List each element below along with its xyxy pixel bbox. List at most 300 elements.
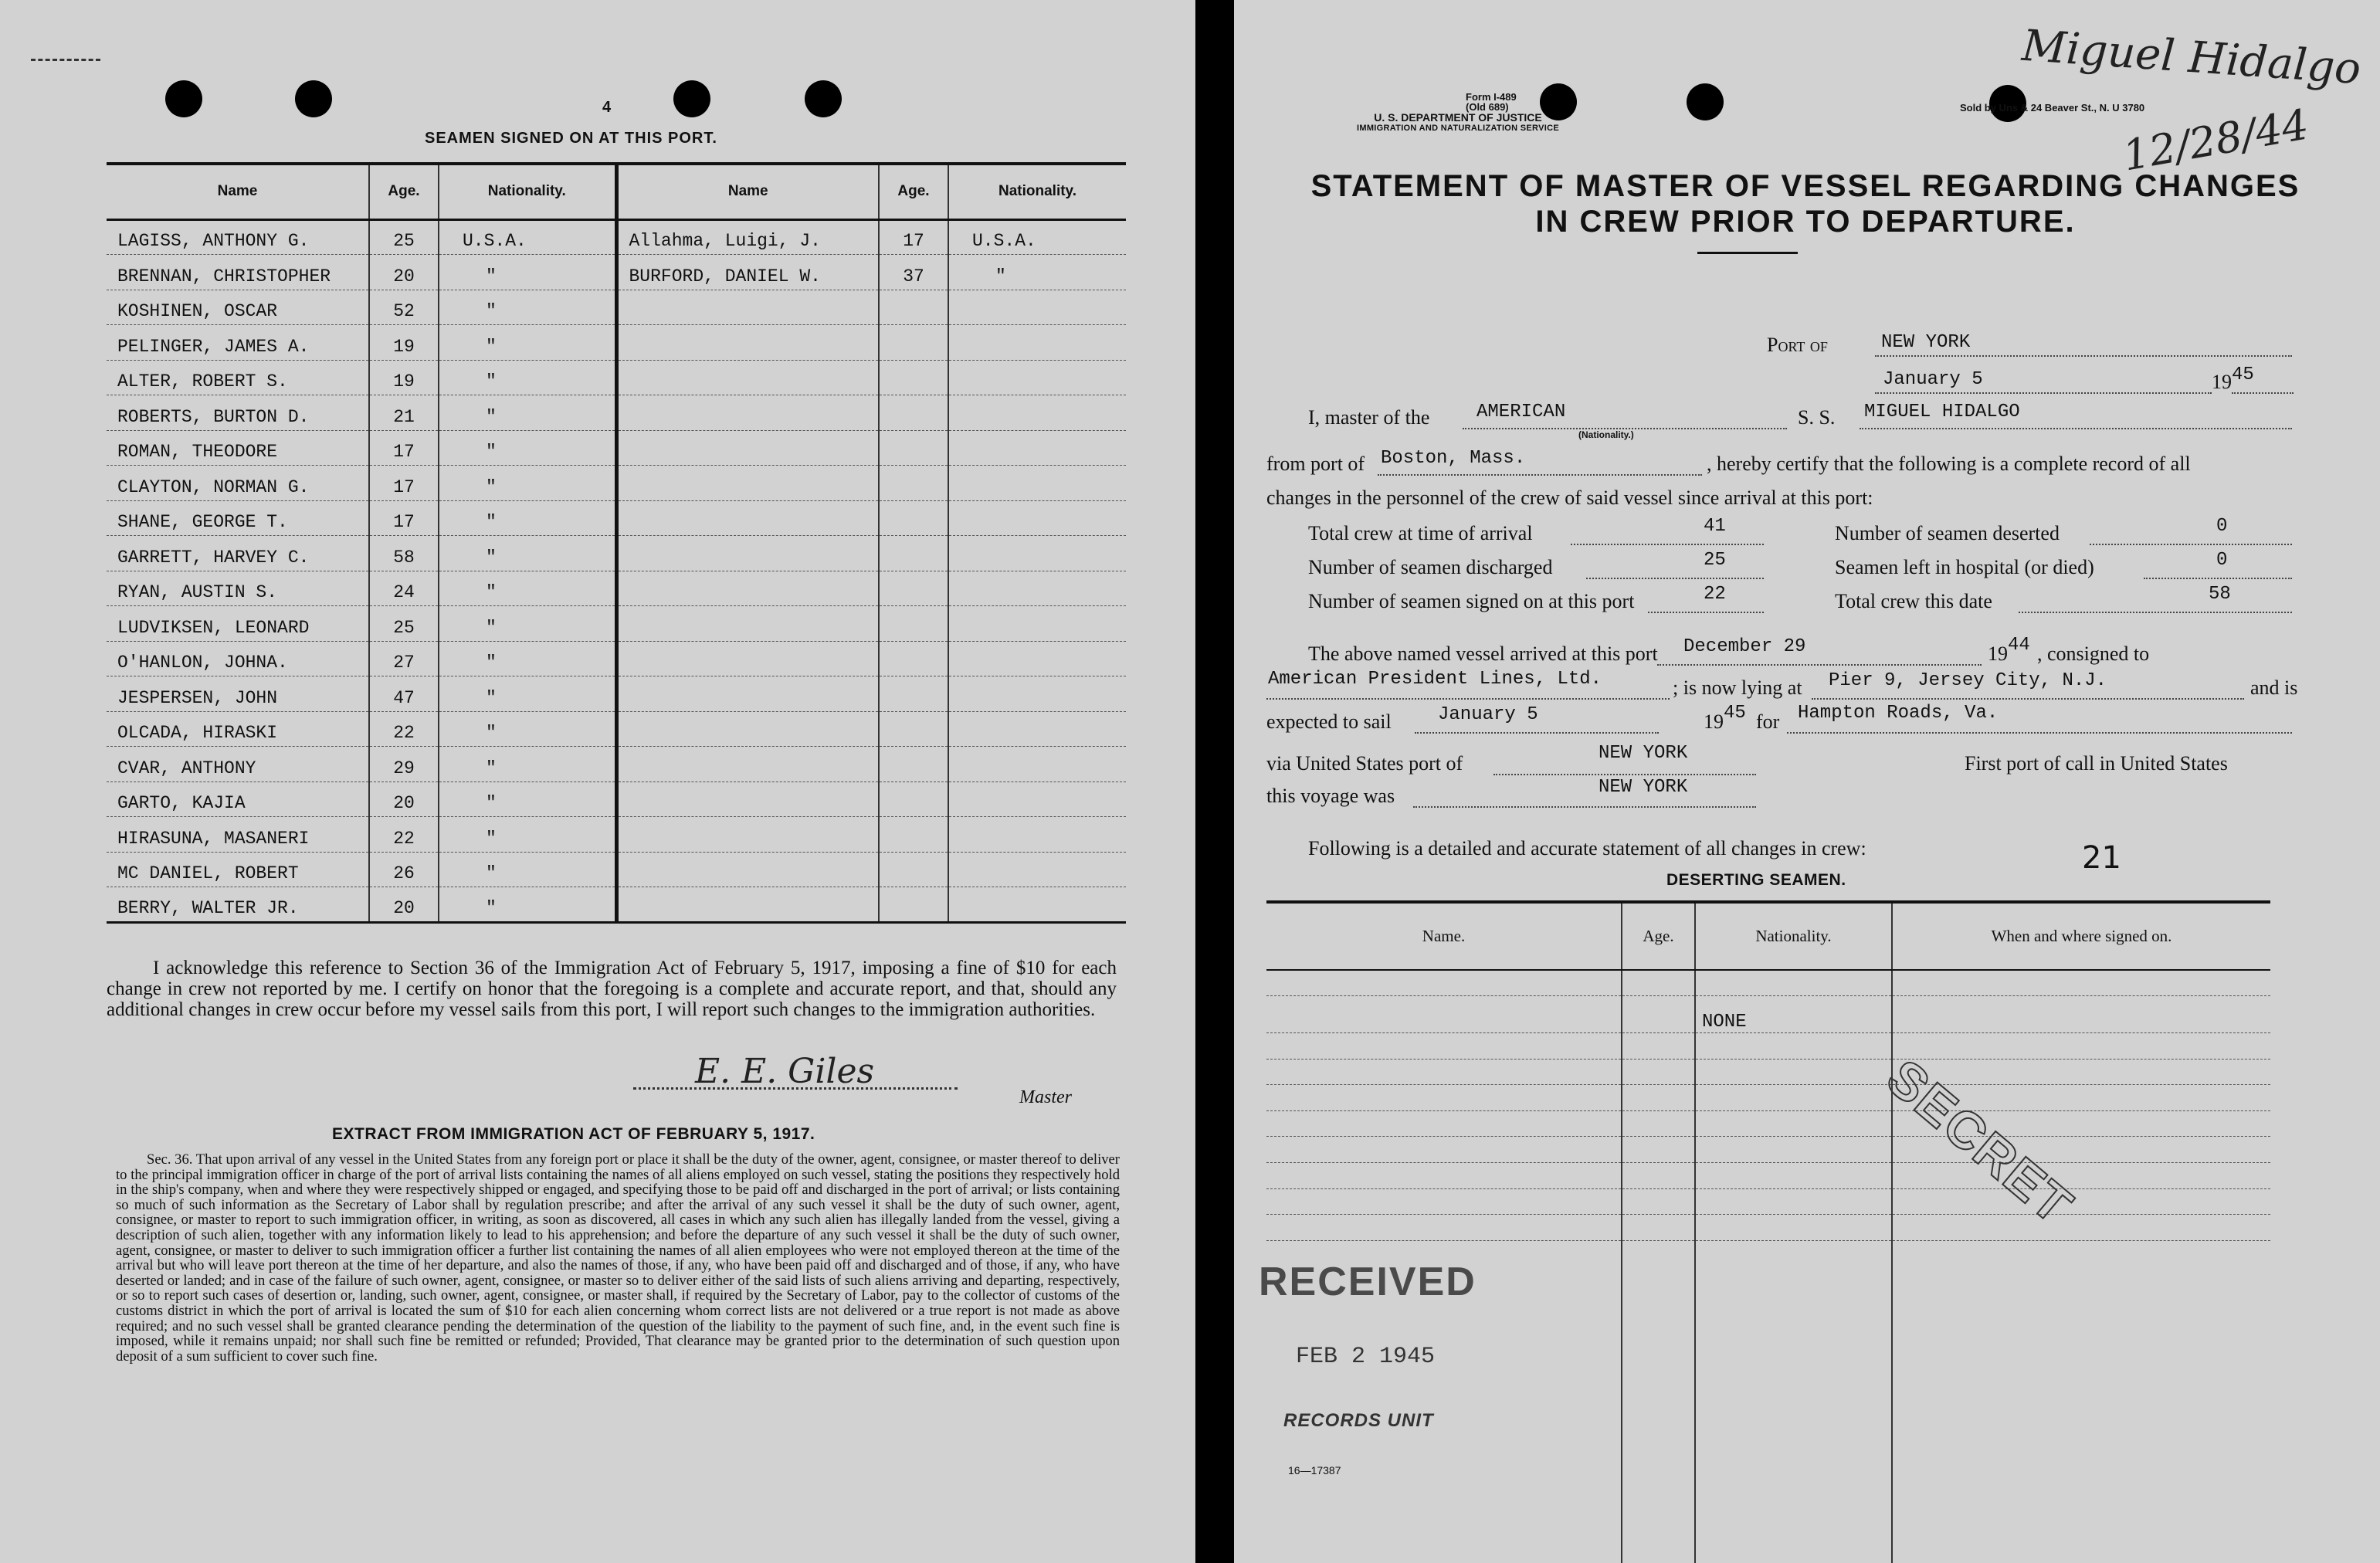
document-title xyxy=(1265,168,2346,239)
seaman-nationality: " xyxy=(439,290,616,325)
seaman-nationality xyxy=(948,782,1126,817)
lying-at-dotline xyxy=(1812,698,2244,700)
deserted-value: 0 xyxy=(2216,516,2228,537)
table-row xyxy=(1266,1033,2270,1060)
table-filler xyxy=(1892,1240,2270,1563)
signed-on-label: Number of seamen signed on at this port xyxy=(1308,590,1635,612)
deserter-name xyxy=(1266,1059,1622,1085)
deserting-seamen-table xyxy=(1266,900,2270,1563)
deserter-when-where xyxy=(1892,996,2270,1033)
seaman-name xyxy=(616,536,879,571)
table-row xyxy=(1266,1085,2270,1111)
via-dotline xyxy=(1493,774,1756,775)
nationality-caption: (Nationality.) xyxy=(1578,429,1634,440)
seaman-age: 17 xyxy=(369,430,439,466)
seamen-signed-heading: SEAMEN SIGNED ON AT THIS PORT. xyxy=(425,130,717,147)
seaman-name: CLAYTON, NORMAN G. xyxy=(107,466,369,501)
deserter-name xyxy=(1266,970,1622,996)
table-row xyxy=(1266,1163,2270,1189)
seaman-nationality: " xyxy=(439,255,616,290)
deserter-name xyxy=(1266,1085,1622,1111)
form-code: 16—17387 xyxy=(1288,1464,1341,1477)
deserter-when-where xyxy=(1892,970,2270,996)
total-crew-date-label: Total crew this date xyxy=(1835,590,1992,612)
deserted-label: Number of seamen deserted xyxy=(1835,522,2060,544)
punch-hole xyxy=(295,80,332,117)
seaman-age xyxy=(879,711,948,747)
destination-dotline xyxy=(1787,732,2292,734)
deserter-age xyxy=(1622,996,1695,1033)
handwritten-ship-name: Miguel Hidalgo xyxy=(2020,20,2363,95)
seaman-name xyxy=(616,430,879,466)
table-row xyxy=(107,500,1126,536)
punch-hole xyxy=(1687,83,1724,120)
consigned-to-label: , consigned to xyxy=(2037,642,2150,665)
deserter-when-where xyxy=(1892,1215,2270,1241)
seaman-name: OLCADA, HIRASKI xyxy=(107,711,369,747)
stat-dotline xyxy=(1571,544,1764,545)
seaman-name xyxy=(616,606,879,642)
title-rule xyxy=(1697,252,1798,254)
port-dotline xyxy=(1875,355,2292,357)
following-text: Following is a detailed and accurate statement of all changes in crew: xyxy=(1308,837,1866,859)
seaman-age xyxy=(879,325,948,361)
seaman-nationality: U.S.A. xyxy=(948,219,1126,255)
deserter-nationality xyxy=(1695,1085,1892,1111)
seaman-age: 47 xyxy=(369,676,439,712)
port-label: Port of xyxy=(1767,334,1828,356)
seaman-name xyxy=(616,747,879,782)
voyage-dotline xyxy=(1413,806,1756,808)
seaman-nationality xyxy=(948,395,1126,431)
voyage-label: this voyage was xyxy=(1266,785,1395,807)
ship-dotline xyxy=(1860,428,2292,429)
seaman-nationality: " xyxy=(439,500,616,536)
consignee-value: American President Lines, Ltd. xyxy=(1268,669,1602,690)
seaman-name xyxy=(616,571,879,606)
seaman-name xyxy=(616,360,879,395)
received-stamp: RECEIVED xyxy=(1259,1260,1476,1304)
lying-at-value: Pier 9, Jersey City, N.J. xyxy=(1829,670,2107,691)
year-dotline xyxy=(2232,392,2294,394)
stat-dotline xyxy=(2144,578,2292,579)
seaman-name xyxy=(616,290,879,325)
from-port-label: from port of xyxy=(1266,453,1365,475)
extract-text: Sec. 36. That upon arrival of any vessel in the United States from any foreign port or place it shall be the duty of the owner, agent, consignee, or master thereof to deliver to the principal immigration officer in charge of the port of arrival lists containing the names of all aliens employed on such vessel, stating the positions they respectively hold in the ship's company, when and where they were respectively shipped or engaged, and specifying those to be paid off and discharged in the port of arrival; or lists containing so much of such information as the Secretary of Labor shall by regulation prescribe; and after the arrival of any such vessel it shall be the duty of such owner, agent, consignee, or master to report to such immigration officer, in writing, as soon as discovered, all cases in which any such alien has illegally landed from the vessel, giving a description of such alien, together with any information likely to lead to his apprehension; and before the departure of any such vessel it shall be the duty of such owner, agent, consignee, or master to deliver to such immigration officer a further list containing the names of all alien employees who were not employed thereon at the time of the arrival but who will leave port thereon at the time of her departure, and also the names of those, if any, who have been paid off and discharged and of those, if any, who have deserted or landed; and in case of the failure of such owner, agent, consignee, or master so to deliver either of the said lists of such aliens arriving and departing, respectively, or so to report such cases of desertion or, landing, such owner, agent, consignee, or master shall, if required by the Secretary of Labor, pay to the collector of customs of the customs district in which the port of arrival is located the sum of $10 for each alien concerning whom correct lists are not delivered or a true report is not made as above required; and no such vessel shall be granted clearance pending the determination of the question of the liability to the payment of such fine, and, in the event such fine is imposed, while it remains unpaid; nor shall such fine be remitted or refunded; Provided, That clearance may be granted prior to the determination of such question upon deposit of a sum sufficient to cover such fine. xyxy=(116,1151,1120,1365)
seaman-nationality xyxy=(948,641,1126,676)
table-row xyxy=(107,219,1126,255)
seaman-nationality: " xyxy=(439,817,616,853)
seaman-nationality: " xyxy=(439,536,616,571)
seaman-age: 20 xyxy=(369,255,439,290)
port-value: NEW YORK xyxy=(1881,332,1971,353)
table-row xyxy=(107,255,1126,290)
deserter-nationality xyxy=(1695,1163,1892,1189)
year-suffix: 45 xyxy=(2232,364,2254,385)
form-number: Form I-489 xyxy=(1466,91,1517,103)
seaman-name: JESPERSEN, JOHN xyxy=(107,676,369,712)
seaman-age xyxy=(879,817,948,853)
column-header-nationality: Nationality. xyxy=(1695,902,1892,970)
deserter-age xyxy=(1622,1188,1695,1215)
seaman-name: MC DANIEL, ROBERT xyxy=(107,852,369,887)
deserter-nationality xyxy=(1695,970,1892,996)
table-row xyxy=(107,571,1126,606)
table-row xyxy=(107,817,1126,853)
seaman-name: SHANE, GEORGE T. xyxy=(107,500,369,536)
discharged-label: Number of seamen discharged xyxy=(1308,556,1553,578)
table-row xyxy=(1266,970,2270,996)
seaman-name: ROMAN, THEODORE xyxy=(107,430,369,466)
deserter-nationality xyxy=(1695,1059,1892,1085)
seaman-name xyxy=(616,641,879,676)
changes-text: changes in the personnel of the crew of said vessel since arrival at this port: xyxy=(1266,487,1873,509)
nationality-value: AMERICAN xyxy=(1476,402,1566,422)
total-crew-arrival-value: 41 xyxy=(1704,516,1726,537)
seaman-nationality: " xyxy=(439,395,616,431)
master-label: Master xyxy=(1019,1087,1072,1107)
stat-dotline xyxy=(1648,612,1764,613)
seaman-age xyxy=(879,606,948,642)
arrived-year-prefix: 19 xyxy=(1988,642,2008,665)
deserter-name xyxy=(1266,1215,1622,1241)
seaman-name: BURFORD, DANIEL W. xyxy=(616,255,879,290)
seaman-name: LAGISS, ANTHONY G. xyxy=(107,219,369,255)
seaman-age: 17 xyxy=(369,500,439,536)
seaman-name: GARRETT, HARVEY C. xyxy=(107,536,369,571)
expected-label: expected to sail xyxy=(1266,710,1392,733)
page-gutter xyxy=(1195,0,1234,1563)
seaman-name: ROBERTS, BURTON D. xyxy=(107,395,369,431)
expected-year-prefix: 19 xyxy=(1704,710,1724,733)
records-unit-stamp: RECORDS UNIT xyxy=(1283,1410,1434,1431)
seaman-age: 24 xyxy=(369,571,439,606)
column-header-name: Name xyxy=(616,164,879,219)
table-header-row xyxy=(107,164,1126,219)
seaman-nationality: " xyxy=(439,676,616,712)
table-row xyxy=(1266,1188,2270,1215)
from-port-value: Boston, Mass. xyxy=(1381,448,1526,469)
form-header xyxy=(1304,91,1612,133)
deserter-nationality xyxy=(1695,1188,1892,1215)
seaman-name xyxy=(616,466,879,501)
table-row xyxy=(107,395,1126,431)
deserter-name xyxy=(1266,1110,1622,1137)
seaman-nationality: " xyxy=(439,747,616,782)
seaman-nationality: " xyxy=(439,325,616,361)
seaman-age xyxy=(879,430,948,466)
deserter-name xyxy=(1266,1137,1622,1163)
seaman-age xyxy=(879,747,948,782)
seaman-nationality xyxy=(948,747,1126,782)
seaman-nationality xyxy=(948,887,1126,923)
seaman-age: 25 xyxy=(369,606,439,642)
from-port-dotline xyxy=(1378,474,1702,476)
date-value: January 5 xyxy=(1883,369,1983,390)
deserter-nationality xyxy=(1695,1033,1892,1060)
seaman-age: 37 xyxy=(879,255,948,290)
ship-name: MIGUEL HIDALGO xyxy=(1864,402,2020,422)
seaman-nationality xyxy=(948,500,1126,536)
deserter-age xyxy=(1622,1137,1695,1163)
handwritten-date: 12/28/44 xyxy=(2119,100,2313,181)
seaman-name xyxy=(616,782,879,817)
deserter-nationality: NONE xyxy=(1695,996,1892,1033)
seaman-name: Allahma, Luigi, J. xyxy=(616,219,879,255)
right-page xyxy=(1234,0,2380,1563)
seaman-age xyxy=(879,852,948,887)
year-prefix: 19 xyxy=(2212,371,2232,393)
seaman-name: GARTO, KAJIA xyxy=(107,782,369,817)
seaman-nationality: " xyxy=(439,430,616,466)
seaman-name xyxy=(616,395,879,431)
deserter-when-where xyxy=(1892,1163,2270,1189)
deserter-age xyxy=(1622,1033,1695,1060)
table-row xyxy=(107,887,1126,923)
column-header-age: Age. xyxy=(369,164,439,219)
title-line-1: STATEMENT OF MASTER OF VESSEL REGARDING CHANGES xyxy=(1310,169,2300,203)
secret-stamp: SECRET xyxy=(1876,1048,2084,1236)
expected-date: January 5 xyxy=(1438,704,1538,725)
seaman-age: 22 xyxy=(369,817,439,853)
seaman-nationality: " xyxy=(439,606,616,642)
seaman-age xyxy=(879,536,948,571)
seaman-nationality: U.S.A. xyxy=(439,219,616,255)
seamen-signed-table xyxy=(107,162,1126,924)
column-header-nationality: Nationality. xyxy=(948,164,1126,219)
deserter-name xyxy=(1266,1033,1622,1060)
punch-hole xyxy=(165,80,202,117)
seaman-age: 22 xyxy=(369,711,439,747)
seaman-nationality xyxy=(948,606,1126,642)
seaman-nationality: " xyxy=(439,571,616,606)
seaman-nationality: " xyxy=(439,641,616,676)
table-row xyxy=(107,536,1126,571)
signed-on-value: 22 xyxy=(1704,584,1726,605)
lying-at-label: ; is now lying at xyxy=(1673,676,1802,699)
deserter-name xyxy=(1266,1188,1622,1215)
acknowledgement-text: I acknowledge this reference to Section 36 of the Immigration Act of February 5, 1917, imposing a fine of $10 for each change in crew not reported by me. I certify on honor that the foregoing is a complete and accurate report, and that, should any additional changes in crew occur before my vessel sails from this port, I will report such changes to the immigration authorities. xyxy=(107,958,1117,1020)
column-header-nationality: Nationality. xyxy=(439,164,616,219)
column-header-when-where: When and where signed on. xyxy=(1892,902,2270,970)
seaman-name: BRENNAN, CHRISTOPHER xyxy=(107,255,369,290)
seaman-nationality xyxy=(948,711,1126,747)
ss-label: S. S. xyxy=(1798,406,1836,429)
deserter-age xyxy=(1622,1110,1695,1137)
seaman-name: HIRASUNA, MASANERI xyxy=(107,817,369,853)
seaman-name xyxy=(616,325,879,361)
column-header-name: Name xyxy=(107,164,369,219)
master-of-label: I, master of the xyxy=(1308,406,1430,429)
table-row xyxy=(107,782,1126,817)
seaman-name xyxy=(616,852,879,887)
expected-year-suffix: 45 xyxy=(1724,703,1746,724)
seaman-age: 58 xyxy=(369,536,439,571)
seaman-name: BERRY, WALTER JR. xyxy=(107,887,369,923)
seaman-nationality xyxy=(948,676,1126,712)
seaman-age: 21 xyxy=(369,395,439,431)
seaman-nationality xyxy=(948,536,1126,571)
title-line-2: IN CREW PRIOR TO DEPARTURE. xyxy=(1535,205,2076,239)
hospital-value: 0 xyxy=(2216,550,2228,571)
table-row xyxy=(107,430,1126,466)
seaman-age: 20 xyxy=(369,887,439,923)
first-port-label: First port of call in United States xyxy=(1965,752,2228,775)
via-value: NEW YORK xyxy=(1599,743,1688,764)
seaman-nationality: " xyxy=(439,466,616,501)
seaman-age xyxy=(879,395,948,431)
seaman-age: 19 xyxy=(369,360,439,395)
seaman-name: RYAN, AUSTIN S. xyxy=(107,571,369,606)
deserting-title: DESERTING SEAMEN. xyxy=(1666,871,1846,889)
voyage-value: NEW YORK xyxy=(1599,777,1688,798)
for-label: for xyxy=(1756,710,1780,733)
seamen-table-body xyxy=(107,219,1126,922)
seaman-age: 17 xyxy=(369,466,439,501)
table-row xyxy=(107,711,1126,747)
seaman-age: 19 xyxy=(369,325,439,361)
table-row xyxy=(107,360,1126,395)
seaman-age xyxy=(879,571,948,606)
seaman-name xyxy=(616,817,879,853)
extract-title: EXTRACT FROM IMMIGRATION ACT OF FEBRUARY 5, 1917. xyxy=(332,1125,815,1143)
date-dotline xyxy=(1875,392,2212,394)
seaman-nationality: " xyxy=(439,782,616,817)
total-crew-date-value: 58 xyxy=(2209,584,2231,605)
table-row xyxy=(1266,1110,2270,1137)
destination-value: Hampton Roads, Va. xyxy=(1798,703,1999,724)
page-number: 4 xyxy=(602,99,612,116)
arrived-year-suffix: 44 xyxy=(2008,635,2030,656)
seaman-nationality xyxy=(948,360,1126,395)
seaman-nationality xyxy=(948,571,1126,606)
certify-text: , hereby certify that the following is a complete record of all xyxy=(1707,453,2191,475)
table-row xyxy=(107,325,1126,361)
seaman-age xyxy=(879,887,948,923)
stat-dotline xyxy=(1586,578,1764,579)
deserter-age xyxy=(1622,1163,1695,1189)
seaman-name xyxy=(616,711,879,747)
form-old-number: (Old 689) xyxy=(1466,101,1509,113)
deserter-nationality xyxy=(1695,1137,1892,1163)
deserter-name xyxy=(1266,1163,1622,1189)
seaman-name: O'HANLON, JOHNA. xyxy=(107,641,369,676)
seaman-age: 17 xyxy=(879,219,948,255)
deserter-age xyxy=(1622,1215,1695,1241)
table-row xyxy=(1266,1215,2270,1241)
seaman-age xyxy=(879,290,948,325)
table-row xyxy=(107,641,1126,676)
received-date-stamp: FEB 2 1945 xyxy=(1296,1344,1436,1370)
seaman-nationality xyxy=(948,466,1126,501)
table-row xyxy=(107,747,1126,782)
table-row xyxy=(107,290,1126,325)
seaman-age xyxy=(879,782,948,817)
arrived-date: December 29 xyxy=(1683,636,1806,657)
seaman-nationality: " xyxy=(439,360,616,395)
table-header-row xyxy=(1266,902,2270,970)
deserter-age xyxy=(1622,970,1695,996)
seaman-name xyxy=(616,887,879,923)
seaman-name xyxy=(616,500,879,536)
deserter-nationality xyxy=(1695,1215,1892,1241)
column-header-age: Age. xyxy=(1622,902,1695,970)
stat-dotline xyxy=(2019,612,2292,613)
punch-hole xyxy=(805,80,842,117)
seaman-nationality xyxy=(948,325,1126,361)
seaman-age xyxy=(879,360,948,395)
seaman-age xyxy=(879,466,948,501)
seaman-age: 25 xyxy=(369,219,439,255)
scan-mark xyxy=(31,59,100,61)
master-signature: E. E. Giles xyxy=(695,1052,875,1091)
seaman-age: 52 xyxy=(369,290,439,325)
seaman-nationality: " xyxy=(439,852,616,887)
seaman-age xyxy=(879,500,948,536)
seaman-age: 20 xyxy=(369,782,439,817)
seaman-nationality xyxy=(948,817,1126,853)
consignee-dotline xyxy=(1266,698,1670,700)
discharged-value: 25 xyxy=(1704,550,1726,571)
deserter-when-where xyxy=(1892,1033,2270,1060)
expected-dotline xyxy=(1415,732,1659,734)
arrived-dotline xyxy=(1657,664,1982,666)
seaman-name: ALTER, ROBERT S. xyxy=(107,360,369,395)
table-row xyxy=(107,852,1126,887)
punch-hole xyxy=(673,80,710,117)
column-header-age: Age. xyxy=(879,164,948,219)
arrived-label: The above named vessel arrived at this port xyxy=(1308,642,1658,665)
seaman-name: LUDVIKSEN, LEONARD xyxy=(107,606,369,642)
table-row xyxy=(1266,1137,2270,1163)
seaman-nationality xyxy=(948,290,1126,325)
hospital-label: Seamen left in hospital (or died) xyxy=(1835,556,2094,578)
table-filler xyxy=(1695,1240,1892,1563)
seaman-age xyxy=(879,676,948,712)
seaman-nationality: " xyxy=(439,711,616,747)
seaman-name xyxy=(616,676,879,712)
deserter-name xyxy=(1266,996,1622,1033)
sold-by-note: Sold by Uns & 24 Beaver St., N. U 3780 xyxy=(1960,102,2145,114)
seaman-nationality xyxy=(948,852,1126,887)
seaman-nationality: " xyxy=(948,255,1126,290)
seaman-age: 29 xyxy=(369,747,439,782)
and-is-label: and is xyxy=(2250,676,2298,699)
seaman-age: 27 xyxy=(369,641,439,676)
department-name: U. S. DEPARTMENT OF JUSTICE xyxy=(1374,111,1542,124)
seaman-name: PELINGER, JAMES A. xyxy=(107,325,369,361)
table-filler xyxy=(1622,1240,1695,1563)
changes-count: 21 xyxy=(2082,840,2121,876)
deserter-age xyxy=(1622,1059,1695,1085)
via-label: via United States port of xyxy=(1266,752,1463,775)
column-header-name: Name. xyxy=(1266,902,1622,970)
seaman-nationality xyxy=(948,430,1126,466)
table-row xyxy=(1266,996,2270,1033)
seaman-nationality: " xyxy=(439,887,616,923)
deserter-nationality xyxy=(1695,1110,1892,1137)
seaman-name: KOSHINEN, OSCAR xyxy=(107,290,369,325)
table-row xyxy=(107,676,1126,712)
deserter-age xyxy=(1622,1085,1695,1111)
service-name: IMMIGRATION AND NATURALIZATION SERVICE xyxy=(1357,124,1559,133)
total-crew-arrival-label: Total crew at time of arrival xyxy=(1308,522,1533,544)
table-row xyxy=(1266,1059,2270,1085)
seaman-age: 26 xyxy=(369,852,439,887)
stat-dotline xyxy=(2090,544,2292,545)
table-row xyxy=(107,466,1126,501)
seaman-name: CVAR, ANTHONY xyxy=(107,747,369,782)
